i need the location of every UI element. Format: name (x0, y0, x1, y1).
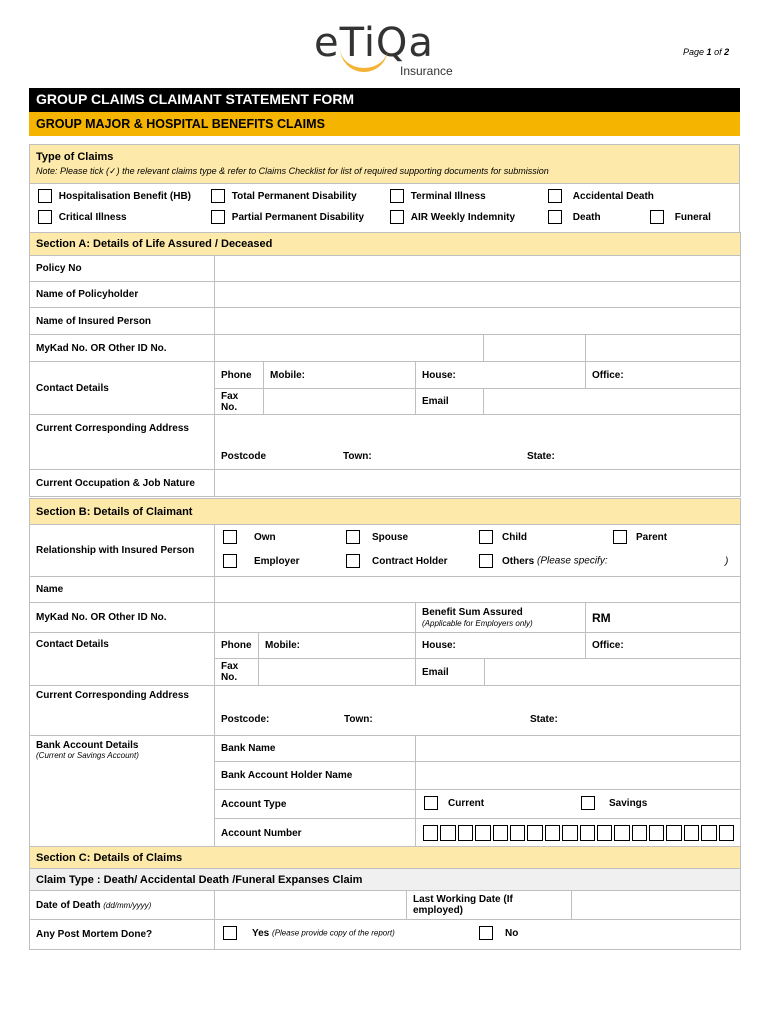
claim-option-hb[interactable] (38, 189, 191, 203)
claimant-fax-field[interactable] (259, 659, 416, 686)
digit-box[interactable] (545, 825, 560, 841)
option-label: Accidental Death (572, 190, 654, 202)
checkbox[interactable] (479, 530, 493, 544)
claim-option-air-weekly[interactable] (390, 210, 515, 224)
insured-field[interactable] (215, 308, 741, 335)
digit-box[interactable] (580, 825, 595, 841)
checkbox[interactable] (613, 530, 627, 544)
digit-box[interactable] (510, 825, 525, 841)
bank-details-label: Bank Account Details (36, 740, 139, 751)
form-subtitle: GROUP MAJOR & HOSPITAL BENEFITS CLAIMS (29, 112, 740, 136)
mykad-label: MyKad No. OR Other ID No. (30, 335, 215, 362)
checkbox[interactable] (390, 210, 404, 224)
postcode-label: Postcode: (221, 714, 270, 725)
claimant-mykad-label: MyKad No. OR Other ID No. (30, 603, 215, 633)
policyholder-field[interactable] (215, 282, 741, 308)
date-of-death-label: Date of Death (36, 899, 101, 911)
office-field[interactable] (586, 362, 741, 389)
post-mortem-label: Any Post Mortem Done? (30, 920, 215, 950)
option-label: Funeral (674, 211, 711, 223)
digit-box[interactable] (458, 825, 473, 841)
claimant-email-label: Email (416, 659, 485, 686)
digit-box[interactable] (597, 825, 612, 841)
section-b-table (29, 498, 741, 848)
date-of-death-label-cell (30, 891, 215, 920)
option-label: Child (502, 531, 527, 543)
benefit-sum-field[interactable] (586, 603, 741, 633)
claimant-name-field[interactable] (215, 577, 741, 603)
post-mortem-yes[interactable] (223, 926, 395, 940)
state-label: State: (530, 714, 558, 725)
checkbox[interactable] (479, 926, 493, 940)
claimant-address-label: Current Corresponding Address (30, 686, 215, 736)
logo-word: eTiQa (314, 20, 434, 66)
account-type-label: Account Type (215, 790, 416, 819)
claim-option-funeral[interactable] (650, 210, 711, 224)
mykad-extra-field-2[interactable] (586, 335, 741, 362)
bank-name-field[interactable] (416, 736, 741, 762)
account-type-savings[interactable] (581, 796, 647, 810)
account-number-field[interactable] (416, 819, 741, 848)
checkbox[interactable] (548, 210, 562, 224)
date-format: (dd/mm/yyyy) (103, 900, 152, 910)
etiqa-logo (312, 22, 462, 82)
mykad-field[interactable] (215, 335, 484, 362)
office-label: Office: (592, 369, 624, 381)
option-label: Spouse (372, 531, 409, 543)
claim-option-critical-illness[interactable] (38, 210, 127, 224)
occupation-field[interactable] (215, 470, 741, 497)
town-label: Town: (343, 451, 372, 462)
section-a-heading: Section A: Details of Life Assured / Deceased (30, 233, 741, 256)
postcode-label: Postcode (221, 451, 267, 462)
option-label: AIR Weekly Indemnity (410, 211, 516, 223)
house-label: House: (422, 640, 456, 651)
digit-box[interactable] (614, 825, 629, 841)
claimant-name-label: Name (30, 577, 215, 603)
section-a-table (29, 232, 741, 497)
digit-box[interactable] (562, 825, 577, 841)
claim-option-accidental-death[interactable] (548, 189, 654, 203)
state-label: State: (527, 451, 555, 462)
checkbox[interactable] (223, 554, 237, 568)
page-number (683, 47, 729, 57)
checkbox[interactable] (346, 530, 360, 544)
claimant-phone-label: Phone (215, 633, 259, 659)
page-num: 1 (706, 47, 712, 57)
checkbox[interactable] (38, 189, 52, 203)
claimant-office-field[interactable] (586, 633, 741, 659)
section-b-heading: Section B: Details of Claimant (30, 499, 741, 525)
rel-own[interactable] (223, 530, 276, 544)
benefit-note: (Applicable for Employers only) (422, 618, 533, 628)
checkbox[interactable] (424, 796, 438, 810)
checkbox[interactable] (223, 926, 237, 940)
town-label: Town: (344, 714, 373, 725)
option-label: Yes (252, 927, 270, 939)
policyholder-label: Name of Policyholder (30, 282, 215, 308)
others-close: ) (725, 556, 729, 567)
option-label: Terminal Illness (410, 190, 486, 202)
checkbox[interactable] (479, 554, 493, 568)
option-label: No (505, 927, 519, 939)
checkbox[interactable] (548, 189, 562, 203)
option-label: Contract Holder (372, 555, 448, 567)
digit-box[interactable] (493, 825, 508, 841)
type-of-claims-heading: Type of Claims (36, 151, 114, 163)
rel-contract-holder[interactable] (346, 554, 448, 568)
claimant-address-field[interactable] (215, 686, 741, 736)
address-label: Current Corresponding Address (30, 415, 215, 470)
checkbox[interactable] (650, 210, 664, 224)
digit-box[interactable] (475, 825, 490, 841)
account-number-boxes[interactable] (423, 825, 734, 841)
logo-sub: Insurance (400, 64, 453, 78)
rel-employer[interactable] (223, 554, 300, 568)
claimant-email-field[interactable] (485, 659, 741, 686)
account-type-current[interactable] (424, 796, 484, 810)
digit-box[interactable] (440, 825, 455, 841)
option-label: Parent (636, 531, 668, 543)
logo-smile-icon (340, 48, 388, 72)
email-label: Email (416, 389, 484, 415)
rm-label: RM (592, 610, 611, 625)
digit-box[interactable] (701, 825, 716, 841)
option-label: Death (572, 211, 601, 223)
account-type-options (416, 790, 741, 819)
mobile-label: Mobile: (265, 640, 300, 651)
section-c-heading: Section C: Details of Claims (30, 847, 741, 869)
page-total: 2 (724, 47, 730, 57)
option-label: Critical Illness (58, 211, 127, 223)
checkbox[interactable] (38, 210, 52, 224)
option-label: Own (254, 531, 276, 543)
email-field[interactable] (484, 389, 741, 415)
account-number-label: Account Number (215, 819, 416, 848)
holder-name-field[interactable] (416, 762, 741, 790)
mobile-field[interactable] (264, 362, 416, 389)
last-working-label: Last Working Date (If employed) (407, 891, 572, 920)
digit-box[interactable] (649, 825, 664, 841)
type-of-claims-table (29, 144, 740, 234)
fax-label: Fax No. (215, 389, 264, 415)
digit-box[interactable] (719, 825, 734, 841)
post-mortem-options (215, 920, 741, 950)
insured-label: Name of Insured Person (30, 308, 215, 335)
checkbox[interactable] (211, 210, 225, 224)
claim-option-terminal-illness[interactable] (390, 189, 486, 203)
checkbox[interactable] (581, 796, 595, 810)
yes-note: (Please provide copy of the report) (272, 928, 395, 938)
digit-box[interactable] (666, 825, 681, 841)
claimant-mykad-field[interactable] (215, 603, 416, 633)
last-working-field[interactable] (572, 891, 741, 920)
option-label: Current (448, 797, 485, 809)
relationship-options (215, 525, 741, 577)
others-note: (Please specify: (537, 555, 608, 567)
relationship-label: Relationship with Insured Person (30, 525, 215, 577)
claim-option-tpd[interactable] (211, 189, 357, 203)
form-title: GROUP CLAIMS CLAIMANT STATEMENT FORM (29, 88, 740, 112)
rel-parent[interactable] (613, 530, 667, 544)
rel-others[interactable] (479, 554, 608, 568)
phone-label: Phone (215, 362, 264, 389)
digit-box[interactable] (527, 825, 542, 841)
claimant-house-field[interactable] (416, 633, 586, 659)
digit-box[interactable] (632, 825, 647, 841)
fax-field[interactable] (264, 389, 416, 415)
mobile-label: Mobile: (270, 369, 305, 381)
rel-child[interactable] (479, 530, 527, 544)
checkbox[interactable] (223, 530, 237, 544)
type-of-claims-header (30, 145, 740, 184)
page-of: of (714, 47, 722, 57)
contact-label: Contact Details (30, 362, 215, 415)
address-field[interactable] (215, 415, 741, 470)
benefit-sum-label: Benefit Sum Assured (422, 606, 523, 618)
page-label: Page (683, 47, 705, 57)
claimant-mobile-field[interactable] (259, 633, 416, 659)
office-label: Office: (592, 640, 624, 651)
post-mortem-no[interactable] (479, 926, 518, 940)
option-label: Total Permanent Disability (231, 190, 357, 202)
policy-no-field[interactable] (215, 256, 741, 282)
claimant-fax-label: Fax No. (215, 659, 259, 686)
digit-box[interactable] (684, 825, 699, 841)
date-of-death-field[interactable] (215, 891, 407, 920)
option-label: Others (502, 555, 535, 567)
section-c-table (29, 846, 741, 950)
claim-option-ppd[interactable] (211, 210, 364, 224)
house-field[interactable] (416, 362, 586, 389)
option-label: Savings (609, 797, 648, 809)
bank-details-cell (30, 736, 215, 848)
policy-no-label: Policy No (30, 256, 215, 282)
holder-name-label: Bank Account Holder Name (215, 762, 416, 790)
checkbox[interactable] (390, 189, 404, 203)
benefit-sum-label-cell (416, 603, 586, 633)
checkbox[interactable] (346, 554, 360, 568)
claimant-contact-label: Contact Details (30, 633, 215, 686)
house-label: House: (422, 369, 456, 381)
bank-details-note: (Current or Savings Account) (36, 751, 139, 760)
occupation-label: Current Occupation & Job Nature (30, 470, 215, 497)
checkbox[interactable] (211, 189, 225, 203)
claim-type-options (30, 184, 740, 234)
type-of-claims-note: Note: Please tick (✓) the relevant claims type & refer to Claims Checklist for list of required supporting documents for submission (36, 166, 549, 176)
claim-option-death[interactable] (548, 210, 601, 224)
bank-name-label: Bank Name (215, 736, 416, 762)
rel-spouse[interactable] (346, 530, 408, 544)
claim-type-heading: Claim Type : Death/ Accidental Death /Funeral Expanses Claim (30, 869, 741, 891)
option-label: Partial Permanent Disability (231, 211, 365, 223)
digit-box[interactable] (423, 825, 438, 841)
mykad-extra-field[interactable] (484, 335, 586, 362)
option-label: Employer (254, 555, 300, 567)
option-label: Hospitalisation Benefit (HB) (58, 190, 192, 202)
